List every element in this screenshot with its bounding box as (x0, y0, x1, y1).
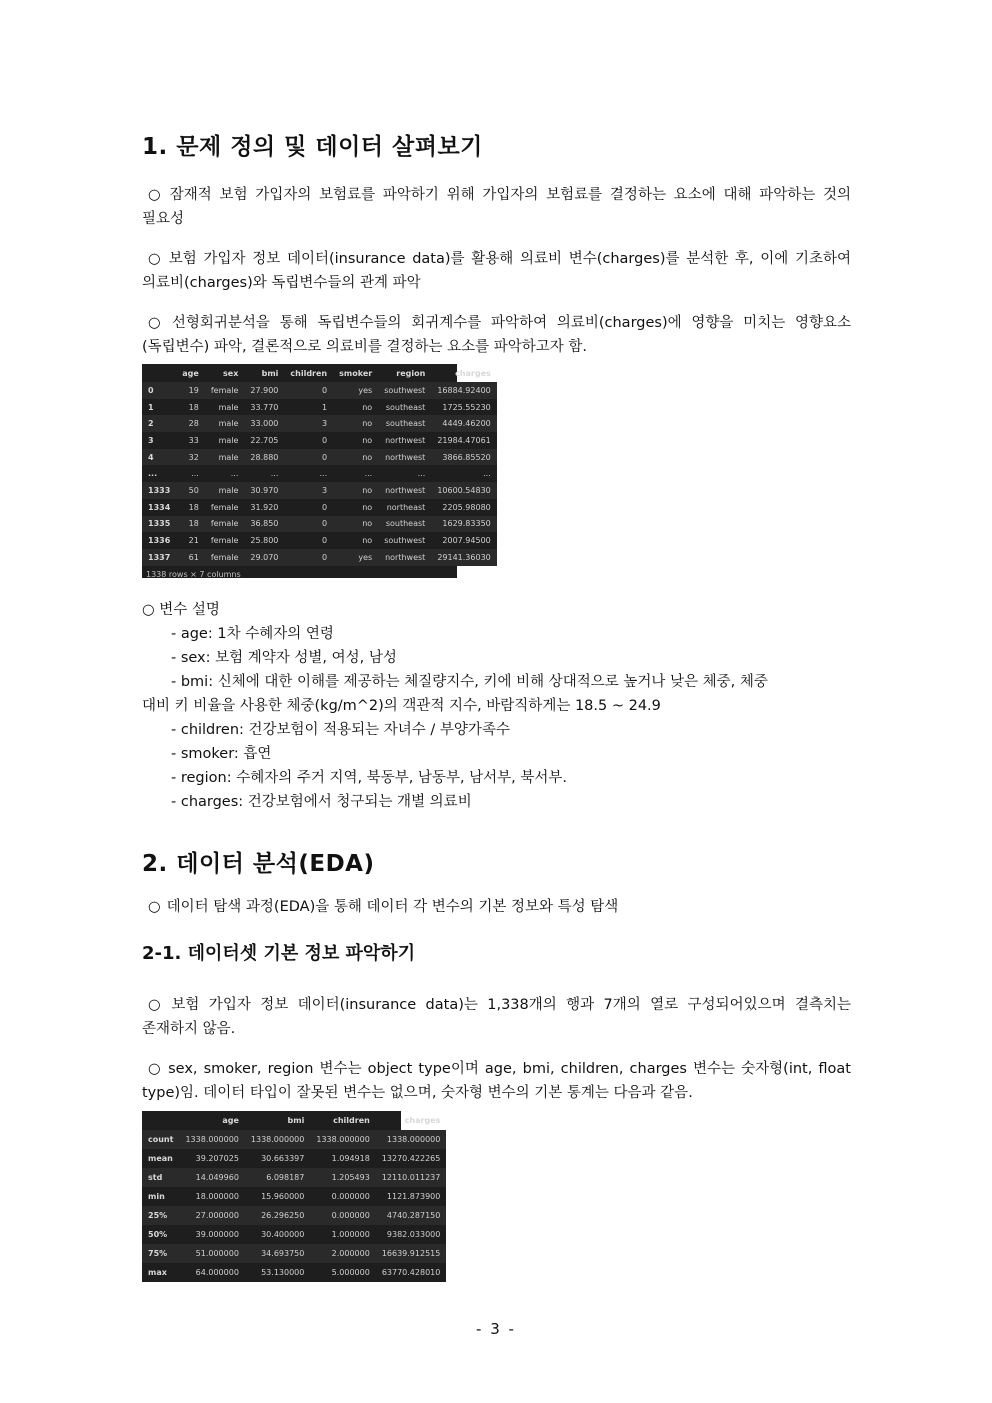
table-cell: northwest (385, 552, 426, 562)
table-cell: ... (191, 469, 199, 479)
table-cell: yes (358, 385, 373, 395)
table-cell: northwest (385, 485, 426, 495)
table-cell: 31.920 (250, 502, 279, 512)
table-cell: 0 (322, 502, 328, 512)
table-cell: 21 (188, 536, 199, 546)
section-1-title: 1. 문제 정의 및 데이터 살펴보기 (142, 134, 483, 160)
paragraph-dtypes-text: sex, smoker, region 변수는 object type이며 age, bmi, children, charges 변수는 숫자형(int, float type)임. 데이터 타입이 잘못된 변수는 없으며, 숫자형 변수의 기본 통계는 다음과 같음. (142, 1061, 851, 1101)
table-cell: 15.960000 (261, 1192, 305, 1201)
table-cell: 0 (322, 536, 328, 546)
row-index: 75% (148, 1249, 168, 1258)
table-cell: 19 (188, 385, 199, 395)
data-column-header: sex (223, 368, 239, 378)
table-cell: 29.070 (250, 552, 279, 562)
table-cell: 1.094918 (331, 1154, 370, 1163)
table-cell: 18 (188, 402, 199, 412)
table-cell: southeast (385, 402, 426, 412)
table-cell: 6.098187 (266, 1173, 305, 1182)
table-cell: 39.000000 (195, 1230, 239, 1239)
table-cell: ... (230, 469, 239, 479)
data-column-header: children (290, 368, 328, 378)
table-cell: ... (364, 469, 373, 479)
variable-item-sex: - sex: 보험 계약자 성별, 여성, 남성 (171, 650, 397, 666)
table-row (142, 516, 497, 533)
table-row (142, 1187, 446, 1206)
row-index: 1 (148, 402, 154, 412)
table-cell: 32 (188, 452, 199, 462)
row-index: 1337 (148, 552, 171, 562)
paragraph-eda (142, 895, 851, 919)
row-index: 50% (148, 1230, 168, 1239)
table-cell: 63770.428010 (381, 1268, 441, 1277)
table-row (142, 499, 497, 516)
table-cell: 53.130000 (261, 1268, 305, 1277)
variable-item-bmi (142, 670, 851, 718)
row-index: mean (148, 1154, 173, 1163)
table-row (142, 549, 497, 566)
table-cell: ... (417, 469, 426, 479)
table-cell: 1.000000 (331, 1230, 370, 1239)
data-column-header: bmi (261, 368, 279, 378)
circle-bullet: ○ (148, 899, 161, 915)
table-row (142, 482, 497, 499)
table-cell: 64.000000 (195, 1268, 239, 1277)
row-index: 3 (148, 435, 154, 445)
circle-bullet: ○ (148, 251, 163, 267)
table-row (142, 432, 497, 449)
table-row (142, 1225, 446, 1244)
table-cell: 1338.000000 (386, 1135, 441, 1144)
row-index: count (148, 1135, 174, 1144)
table-row (142, 1168, 446, 1187)
table-cell: 12110.011237 (381, 1173, 441, 1182)
table-cell: female (210, 502, 239, 512)
paragraph-need-text: 잠재적 보험 가입자의 보험료를 파악하기 위해 가입자의 보험료를 결정하는 요소에 대해 파악하는 것의 필요성 (142, 187, 851, 227)
stats-column-header: children (333, 1116, 370, 1125)
table-cell: 21984.47061 (437, 435, 491, 445)
table-cell: 0 (322, 435, 328, 445)
table-cell: no (362, 519, 373, 529)
table-cell: 26.296250 (261, 1211, 305, 1220)
table-cell: 13270.422265 (381, 1154, 441, 1163)
variable-item-children: - children: 건강보험이 적용되는 자녀수 / 부양가족수 (171, 722, 510, 738)
paragraph-regression (142, 311, 851, 359)
row-index: 2 (148, 419, 154, 429)
table-cell: 0.000000 (331, 1192, 370, 1201)
table-cell: 22.705 (250, 435, 279, 445)
table-cell: yes (358, 552, 373, 562)
table-cell: 50 (188, 485, 199, 495)
variable-item-bmi-line1: - bmi: 신체에 대한 이해를 제공하는 체질량지수, 키에 비해 상대적으로 높거나 낮은 체중, 체중 (171, 674, 768, 690)
stats-column-header: bmi (287, 1116, 305, 1125)
table-cell: 18.000000 (195, 1192, 239, 1201)
variable-description-heading (142, 598, 851, 622)
variable-item-age: - age: 1차 수혜자의 연령 (171, 626, 334, 642)
row-index: 4 (148, 452, 154, 462)
table-cell: 2205.98080 (442, 502, 491, 512)
table-cell: 27.000000 (195, 1211, 239, 1220)
stats-column-header: charges (404, 1116, 441, 1125)
table-cell: male (218, 419, 239, 429)
table-cell: 30.663397 (261, 1154, 305, 1163)
table-cell: no (362, 402, 373, 412)
subsection-2-1-title: 2-1. 데이터셋 기본 정보 파악하기 (142, 943, 416, 964)
row-index: 1334 (148, 502, 171, 512)
table-cell: 2007.94500 (442, 536, 491, 546)
row-index: max (148, 1268, 167, 1277)
table-cell: ... (270, 469, 279, 479)
table-cell: 30.970 (250, 485, 279, 495)
table-row (142, 1130, 446, 1149)
row-index: 1333 (148, 485, 171, 495)
table-cell: 29141.36030 (437, 552, 491, 562)
table-cell: northwest (385, 435, 426, 445)
table-row (142, 1244, 446, 1263)
paragraph-dtypes (142, 1057, 851, 1105)
circle-bullet: ○ (148, 997, 166, 1013)
table-cell: 9382.033000 (386, 1230, 441, 1239)
table-row-count: 1338 rows × 7 columns (146, 569, 241, 579)
table-cell: 1.205493 (331, 1173, 370, 1182)
table-cell: 4449.46200 (442, 419, 491, 429)
table-cell: 28 (188, 419, 199, 429)
table-cell: 18 (188, 519, 199, 529)
table-cell: no (362, 419, 373, 429)
table-cell: female (210, 552, 239, 562)
data-column-header: age (182, 368, 199, 378)
paragraph-dataset-info (142, 993, 851, 1041)
page-number: - 3 - (476, 1320, 516, 1338)
table-cell: 5.000000 (331, 1268, 370, 1277)
table-row (142, 1206, 446, 1225)
row-index: ... (148, 469, 158, 479)
stats-column-header: age (222, 1116, 239, 1125)
table-cell: 16639.912515 (381, 1249, 441, 1258)
table-row (142, 1149, 446, 1168)
variable-item-charges: - charges: 건강보험에서 청구되는 개별 의료비 (171, 794, 472, 810)
data-column-header: region (396, 368, 426, 378)
table-cell: 51.000000 (195, 1249, 239, 1258)
table-cell: 4740.287150 (386, 1211, 441, 1220)
paragraph-dataset-info-text: 보험 가입자 정보 데이터(insurance data)는 1,338개의 행과 7개의 열로 구성되어있으며 결측치는 존재하지 않음. (142, 997, 851, 1037)
table-cell: 3 (322, 485, 328, 495)
table-cell: 1338.000000 (185, 1135, 239, 1144)
table-cell: 30.400000 (261, 1230, 305, 1239)
table-cell: 0 (322, 519, 328, 529)
table-cell: no (362, 536, 373, 546)
table-cell: no (362, 485, 373, 495)
row-index: 25% (148, 1211, 168, 1220)
paragraph-regression-text: 선형회귀분석을 통해 독립변수들의 회귀계수를 파악하여 의료비(charges)에 영향을 미치는 영향요소(독립변수) 파악, 결론적으로 의료비를 결정하는 요소를 파악하고자 함. (142, 315, 852, 355)
table-row (142, 1263, 446, 1282)
table-cell: northeast (386, 502, 426, 512)
table-cell: 1121.873900 (386, 1192, 441, 1201)
variable-item-bmi-line2: 대비 키 비율을 사용한 체중(kg/m^2)의 객관적 지수, 바람직하게는 18.5 ~ 24.9 (142, 698, 661, 714)
table-cell: 33.000 (250, 419, 279, 429)
table-cell: male (218, 452, 239, 462)
table-cell: 3866.85520 (442, 452, 491, 462)
table-cell: southeast (385, 519, 426, 529)
table-cell: southwest (384, 385, 426, 395)
paragraph-data-usage-text: 보험 가입자 정보 데이터(insurance data)를 활용해 의료비 변수(charges)를 분석한 후, 이에 기초하여 의료비(charges)와 독립변수들의 관계 파악 (142, 251, 852, 291)
table-cell: southwest (384, 536, 426, 546)
table-cell: 0 (322, 452, 328, 462)
table-cell: 1629.83350 (442, 519, 491, 529)
table-cell: 33.770 (250, 402, 279, 412)
variable-item-smoker: - smoker: 흡연 (171, 746, 272, 762)
describe-stats-table (142, 1111, 441, 1282)
table-cell: no (362, 435, 373, 445)
table-row (142, 465, 497, 482)
variable-heading-text: 변수 설명 (159, 602, 220, 618)
table-cell: no (362, 452, 373, 462)
table-cell: 33 (188, 435, 199, 445)
table-cell: 0 (322, 552, 328, 562)
row-index: 1335 (148, 519, 171, 529)
table-cell: 1338.000000 (316, 1135, 370, 1144)
table-cell: 1 (322, 402, 328, 412)
table-row (142, 415, 497, 432)
table-cell: northwest (385, 452, 426, 462)
table-cell: male (218, 435, 239, 445)
circle-bullet: ○ (148, 1061, 163, 1077)
data-column-header: charges (455, 368, 491, 378)
table-row (142, 449, 497, 466)
table-cell: 39.207025 (195, 1154, 239, 1163)
table-cell: female (210, 519, 239, 529)
table-cell: 0 (322, 385, 328, 395)
table-cell: 61 (188, 552, 199, 562)
table-cell: female (210, 536, 239, 546)
row-index: std (148, 1173, 163, 1182)
table-cell: 36.850 (250, 519, 279, 529)
table-row (142, 532, 497, 549)
table-cell: 16884.92400 (437, 385, 491, 395)
row-index: min (148, 1192, 165, 1201)
paragraph-eda-text: 데이터 탐색 과정(EDA)을 통해 데이터 각 변수의 기본 정보와 특성 탐색 (166, 899, 619, 915)
data-column-header: smoker (339, 368, 373, 378)
circle-bullet: ○ (142, 602, 155, 618)
table-cell: 0.000000 (331, 1211, 370, 1220)
table-cell: female (210, 385, 239, 395)
table-cell: 27.900 (250, 385, 279, 395)
row-index: 1336 (148, 536, 171, 546)
table-cell: male (218, 402, 239, 412)
table-cell: 1725.55230 (442, 402, 491, 412)
variable-description-list (142, 598, 851, 814)
table-cell: male (218, 485, 239, 495)
table-row (142, 382, 497, 399)
circle-bullet: ○ (148, 315, 166, 331)
table-cell: 10600.54830 (437, 485, 491, 495)
table-cell: 25.800 (250, 536, 279, 546)
table-cell: 28.880 (250, 452, 279, 462)
insurance-data-table (142, 364, 491, 579)
section-2-title: 2. 데이터 분석(EDA) (142, 851, 375, 877)
table-cell: 3 (322, 419, 328, 429)
table-cell: ... (483, 469, 491, 479)
row-index: 0 (148, 385, 154, 395)
circle-bullet: ○ (148, 187, 164, 203)
table-cell: ... (319, 469, 328, 479)
table-cell: no (362, 502, 373, 512)
stats-column-header (142, 1111, 179, 1130)
variable-item-region: - region: 수혜자의 주거 지역, 북동부, 남동부, 남서부, 북서부. (171, 770, 568, 786)
table-row (142, 399, 497, 416)
paragraph-data-usage (142, 247, 851, 295)
paragraph-need (142, 183, 851, 231)
table-cell: 2.000000 (331, 1249, 370, 1258)
data-column-header (142, 364, 176, 382)
table-cell: 18 (188, 502, 199, 512)
table-cell: 34.693750 (261, 1249, 305, 1258)
table-cell: 1338.000000 (250, 1135, 305, 1144)
table-cell: 14.049960 (195, 1173, 239, 1182)
table-cell: southeast (385, 419, 426, 429)
